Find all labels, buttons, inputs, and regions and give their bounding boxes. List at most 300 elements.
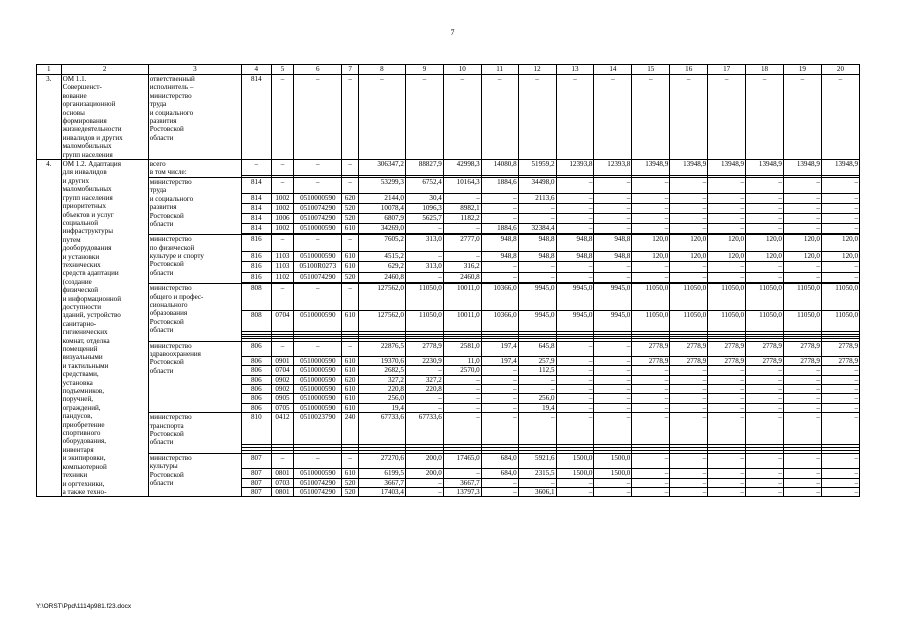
value-cell: 240 [342,413,358,445]
cell-line: образования [149,309,188,318]
cell-line: и экипировки, [62,454,106,463]
value-cell: – [821,262,859,272]
value-cell: – [405,487,443,496]
value-cell: – [783,385,821,394]
value-cell: – [783,75,821,160]
cell-line: инфраструктуры [62,227,114,236]
value-cell: – [594,403,632,412]
value-cell: 610 [342,251,358,261]
value-cell: 1002 [271,193,294,203]
cell-line: подъемников, [62,387,104,396]
value-cell: 11050,0 [632,311,670,332]
value-cell: – [746,394,784,403]
value-cell: 2230,9 [405,356,443,365]
value-cell: – [632,385,670,394]
value-cell: – [821,203,859,213]
cell-line: средствами, [62,370,99,379]
value-cell: – [518,375,556,384]
cell-line: труда [149,100,167,109]
value-cell: 684,0 [481,469,518,478]
value-cell: – [594,203,632,213]
value-cell: – [594,375,632,384]
value-cell: – [294,75,342,160]
value-cell: 32384,4 [518,224,556,234]
value-cell: – [358,75,405,160]
value-cell: 220,8 [405,385,443,394]
value-cell: – [746,469,784,478]
value-cell: – [342,284,358,311]
value-cell: – [594,177,632,193]
value-cell: 88827,9 [405,160,443,176]
value-cell: 2144,0 [358,193,405,203]
cell-line: и социального [149,108,194,117]
value-cell: 313,0 [405,235,443,251]
value-cell: – [632,394,670,403]
executor-name [148,177,241,234]
value-cell: – [294,235,342,251]
cell-line: помещений [62,345,98,353]
value-cell: – [481,385,518,394]
value-cell: – [271,284,294,311]
value-cell: 5921,6 [518,453,556,468]
value-cell: – [632,469,670,478]
value-cell: – [708,262,746,272]
value-cell: 120,0 [821,235,859,251]
value-cell: – [746,453,784,468]
cell-line: министерство [149,284,192,293]
value-cell: 1500,0 [594,469,632,478]
value-cell: – [556,224,594,234]
value-cell: 0510000590 [294,251,342,261]
column-number-header: 12 [518,65,556,75]
value-cell: – [271,75,294,160]
column-number-header: 17 [708,65,746,75]
value-cell: 610 [342,311,358,332]
value-cell: 313,0 [405,262,443,272]
value-cell: 807 [241,487,271,496]
value-cell: – [821,75,859,160]
value-cell: – [294,177,342,193]
cell-line: развития [149,117,177,126]
value-cell: – [594,366,632,375]
value-cell: 10078,4 [358,203,405,213]
value-cell: 7605,2 [358,235,405,251]
value-cell: – [708,403,746,412]
value-cell: 0801 [271,469,294,478]
value-cell: 10011,0 [443,284,481,311]
value-cell: 120,0 [708,235,746,251]
value-cell: 814 [241,75,271,160]
value-cell: 806 [241,385,271,394]
value-cell: – [821,469,859,478]
value-cell: – [594,478,632,487]
value-cell: – [670,469,708,478]
value-cell: 67733,6 [358,413,405,445]
value-cell: 11050,0 [746,284,784,311]
value-cell: – [670,224,708,234]
cell-line: формирования [62,117,107,126]
cell-line: организационной [62,100,116,109]
value-cell: – [556,193,594,203]
page-number: 7 [450,28,455,37]
value-cell: – [443,385,481,394]
value-cell: 610 [342,385,358,394]
value-cell: – [783,413,821,445]
value-cell: – [271,453,294,468]
value-cell: 2777,0 [443,235,481,251]
cell-line: приоритетных [62,202,107,211]
value-cell: 13948,9 [746,160,784,176]
cell-line: области [149,268,174,277]
value-cell: 11050,0 [821,284,859,311]
value-cell: – [405,403,443,412]
budget-table [36,64,860,497]
cell-line: дооборудования [62,244,112,253]
value-cell: – [443,75,481,160]
value-cell: 11050,0 [708,284,746,311]
value-cell: – [670,453,708,468]
value-cell: – [556,203,594,213]
value-cell: 327,2 [405,375,443,384]
cell-line: по физической [149,243,195,252]
value-cell: 816 [241,262,271,272]
value-cell: 814 [241,177,271,193]
value-cell: 0412 [271,413,294,445]
value-cell: – [783,403,821,412]
cell-line: Ростовской [149,317,184,326]
value-cell: – [518,262,556,272]
value-cell: – [821,375,859,384]
value-cell: – [821,487,859,496]
value-cell: 620 [342,375,358,384]
value-cell: – [632,478,670,487]
value-cell: – [594,193,632,203]
value-cell: – [632,262,670,272]
value-cell: – [632,213,670,223]
value-cell: 120,0 [670,251,708,261]
value-cell: 2460,8 [358,272,405,282]
table-row [37,160,860,176]
value-cell: – [708,375,746,384]
cell-line: инвентаря [62,445,94,454]
value-cell: – [481,394,518,403]
cell-line: ОМ 1.2. Адаптация [62,160,121,169]
value-cell: 2315,5 [518,469,556,478]
value-cell: 13948,9 [821,160,859,176]
value-cell: 806 [241,394,271,403]
value-cell: 0902 [271,385,294,394]
value-cell: 2778,9 [708,356,746,365]
value-cell: 11050,0 [708,311,746,332]
value-cell: – [594,262,632,272]
value-cell: 948,8 [556,235,594,251]
value-cell: 1102 [271,272,294,282]
value-cell: 200,0 [405,453,443,468]
cell-line: и социального [149,194,194,203]
value-cell: 0510023790 [294,413,342,445]
value-cell: – [481,366,518,375]
cell-line: визуальными [62,353,103,362]
value-cell: – [443,251,481,261]
value-cell: 9945,0 [594,284,632,311]
column-number-header: 6 [294,65,342,75]
value-cell: – [632,403,670,412]
value-cell: – [821,403,859,412]
value-cell: 1500,0 [594,453,632,468]
value-cell: 610 [342,356,358,365]
value-cell: – [271,160,294,176]
value-cell: 12393,8 [594,160,632,176]
value-cell: – [746,262,784,272]
value-cell: – [518,203,556,213]
value-cell: 19,4 [518,403,556,412]
value-cell: 684,0 [481,453,518,468]
column-number-header: 2 [61,65,148,75]
cell-line: установка [62,378,93,387]
value-cell: – [481,487,518,496]
value-cell: – [556,403,594,412]
value-cell: 0510000590 [294,224,342,234]
value-cell: 610 [342,403,358,412]
value-cell: – [632,75,670,160]
value-cell: 610 [342,394,358,403]
cell-line: зданий, устройство [62,311,121,320]
value-cell: 42998,3 [443,160,481,176]
value-cell: – [342,177,358,193]
table-row [37,413,860,445]
cell-line: Ростовской [149,260,184,269]
value-cell: 17465,0 [443,453,481,468]
value-cell: 814 [241,203,271,213]
value-cell: – [405,272,443,282]
value-cell: – [783,262,821,272]
cell-line: санитарно- [62,319,97,328]
measure-name [61,160,148,497]
value-cell: – [556,177,594,193]
column-number-header: 10 [443,65,481,75]
column-number-row [37,65,860,75]
cell-line: Ростовской [149,125,184,134]
value-cell: 2778,9 [708,341,746,356]
value-cell: 3667,7 [443,478,481,487]
value-cell: 807 [241,469,271,478]
value-cell: – [294,284,342,311]
value-cell: – [670,478,708,487]
value-cell: 256,0 [518,394,556,403]
value-cell: – [783,203,821,213]
value-cell: – [821,413,859,445]
column-number-header: 11 [481,65,518,75]
value-cell: – [443,403,481,412]
cell-line: Ростовской [149,358,184,367]
value-cell: – [821,224,859,234]
value-cell: 948,8 [518,235,556,251]
executor-name [148,75,241,160]
value-cell: – [746,478,784,487]
value-cell: 10366,0 [481,284,518,311]
cell-line: области [149,219,174,228]
column-number-header: 14 [594,65,632,75]
value-cell: 9945,0 [518,311,556,332]
value-cell: 306347,2 [358,160,405,176]
value-cell: 6199,5 [358,469,405,478]
cell-line: (создание [62,277,92,286]
value-cell: 948,8 [481,251,518,261]
value-cell: 2778,9 [821,356,859,365]
value-cell: 05100R0273 [294,262,342,272]
value-cell: 0510000590 [294,193,342,203]
value-cell: – [670,272,708,282]
value-cell: 0510000590 [294,385,342,394]
value-cell: 2778,9 [746,356,784,365]
value-cell: 1103 [271,262,294,272]
value-cell: 2113,6 [518,193,556,203]
cell-line: министерство [149,341,192,350]
value-cell: – [294,160,342,176]
cell-line: здравоохранения [149,349,201,358]
column-number-header: 20 [821,65,859,75]
value-cell: – [708,213,746,223]
value-cell: 1103 [271,251,294,261]
value-cell: 0510000590 [294,311,342,332]
cell-line: Ростовской [149,430,184,439]
value-cell: – [342,75,358,160]
value-cell: – [783,469,821,478]
value-cell: – [556,366,594,375]
cell-line: комнат, отделка [62,336,110,345]
value-cell: – [632,193,670,203]
value-cell: – [481,213,518,223]
value-cell: – [594,224,632,234]
value-cell: – [708,413,746,445]
value-cell: – [632,413,670,445]
row-number: 4. [37,160,62,497]
column-number-header: 15 [632,65,670,75]
value-cell: 4515,2 [358,251,405,261]
value-cell: – [821,193,859,203]
value-cell: 3667,7 [358,478,405,487]
value-cell: – [556,356,594,365]
cell-line: области [149,133,174,142]
value-cell: – [594,385,632,394]
value-cell: – [481,375,518,384]
value-cell: – [821,213,859,223]
cell-line: всего [149,160,166,169]
value-cell: 1182,2 [443,213,481,223]
value-cell: 806 [241,403,271,412]
cell-line: пандусов, [62,412,93,421]
value-cell: – [670,366,708,375]
value-cell: 645,8 [518,341,556,356]
cell-line: и информационной [62,294,122,303]
value-cell: – [670,193,708,203]
cell-line: для инвалидов [62,168,107,177]
value-cell: – [556,341,594,356]
value-cell: 806 [241,341,271,356]
value-cell: – [481,262,518,272]
cell-line: области [149,479,174,487]
value-cell: – [783,272,821,282]
column-number-header: 18 [746,65,784,75]
value-cell: 0703 [271,478,294,487]
value-cell: – [443,193,481,203]
value-cell: 19,4 [358,403,405,412]
value-cell: – [481,272,518,282]
cell-line: объектов и услуг [62,210,114,219]
value-cell: 0510074290 [294,203,342,213]
table-row [37,453,860,468]
value-cell: – [594,213,632,223]
table-row [37,75,860,160]
value-cell: 2778,9 [670,356,708,365]
value-cell: 2778,9 [632,356,670,365]
value-cell: – [708,75,746,160]
table-row [37,284,860,311]
value-cell: 11050,0 [405,284,443,311]
column-number-header: 9 [405,65,443,75]
cell-line: министерство [149,413,192,422]
value-cell: – [518,478,556,487]
cell-line: приобретение [62,420,105,429]
value-cell: – [783,224,821,234]
cell-line: министерство [149,177,192,186]
value-cell: 0510074290 [294,478,342,487]
value-cell: – [271,177,294,193]
value-cell: – [708,394,746,403]
value-cell: 10164,3 [443,177,481,193]
value-cell: 10366,0 [481,311,518,332]
value-cell: – [783,177,821,193]
column-number-header: 4 [241,65,271,75]
value-cell: 610 [342,224,358,234]
value-cell: – [708,453,746,468]
value-cell: – [443,224,481,234]
value-cell: – [746,224,784,234]
value-cell: – [594,356,632,365]
value-cell: 520 [342,487,358,496]
value-cell: 200,0 [405,469,443,478]
value-cell: 197,4 [481,356,518,365]
value-cell: – [518,272,556,282]
value-cell: 11050,0 [821,311,859,332]
value-cell: 316,2 [443,262,481,272]
value-cell: – [746,203,784,213]
cell-line: транспорта [149,421,184,430]
value-cell: 816 [241,251,271,261]
cell-line: путем [62,235,81,244]
column-number-header: 16 [670,65,708,75]
value-cell: – [241,160,271,176]
value-cell: 814 [241,224,271,234]
value-cell: 120,0 [632,251,670,261]
value-cell: – [746,375,784,384]
value-cell: 120,0 [783,251,821,261]
value-cell: 6752,4 [405,177,443,193]
value-cell: – [594,75,632,160]
value-cell: – [342,235,358,251]
value-cell: 520 [342,272,358,282]
value-cell: – [518,385,556,394]
cell-line: ОМ 1.1. [62,75,87,83]
value-cell: – [443,394,481,403]
value-cell: – [670,385,708,394]
value-cell: – [342,453,358,468]
value-cell: – [670,394,708,403]
value-cell: 9945,0 [518,284,556,311]
value-cell: 2778,9 [405,341,443,356]
value-cell: 0510000590 [294,356,342,365]
cell-line: и других [62,176,90,185]
